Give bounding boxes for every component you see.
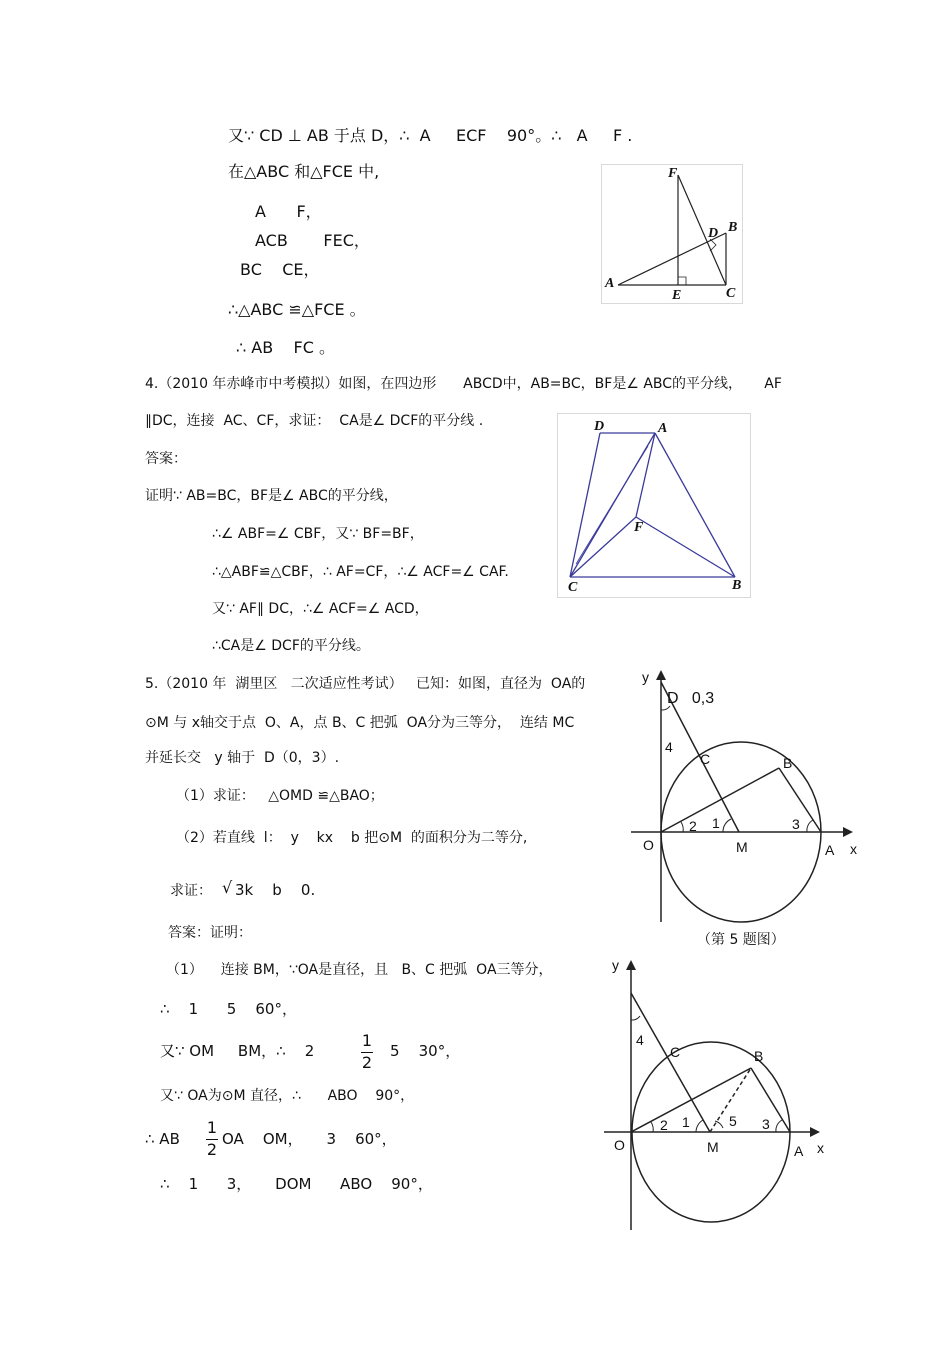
fraction-one-half: [361, 1033, 373, 1072]
proof-line: 又∵ OM BM，∴ 2: [160, 1042, 315, 1060]
circle-figure-2: [598, 958, 838, 1233]
point-label-A: A: [605, 276, 615, 291]
proof-line: 5 30°，: [390, 1042, 461, 1060]
angle-label-5: 5: [729, 1113, 737, 1129]
angle-label-3: 3: [762, 1116, 770, 1132]
question-5-text: 并延长交 y 轴于 D（0，3）.: [145, 750, 340, 766]
proof-line: 3k b 0.: [235, 881, 316, 899]
segment-BA: [779, 768, 821, 832]
point-label-C: C: [726, 286, 736, 301]
proof-line: ∴ AB: [145, 1130, 180, 1148]
question-5-text: 5.（2010 年 湖里区 二次适应性考试） 已知：如图，直径为 OA的: [145, 676, 586, 692]
segment-FC: [678, 175, 726, 285]
point-label-D: D: [708, 226, 719, 241]
triangle-figure: [601, 164, 743, 304]
point-label-E: E: [672, 288, 682, 303]
point-label-C: C: [670, 1044, 681, 1060]
point-label-M: M: [707, 1139, 719, 1155]
point-label-A: A: [658, 421, 668, 436]
point-label-B: B: [732, 578, 742, 593]
axis-label-x: x: [817, 1140, 824, 1156]
quadrilateral-figure: [557, 413, 751, 598]
point-label-F: F: [668, 166, 678, 181]
angle-label-4: 4: [665, 739, 673, 755]
sqrt-sign: √: [222, 878, 233, 897]
proof-line: ∴ 1 5 60°，: [160, 1000, 297, 1018]
point-label-D: D 0,3: [667, 690, 715, 707]
point-label-D: D: [594, 419, 605, 434]
proof-line: 又∵ CD ⊥ AB 于点 D，∴ A ECF 90°。∴ A F .: [228, 126, 633, 145]
proof-line: ∴ AB FC 。: [236, 338, 335, 357]
proof-line: ∴△ABF≌△CBF，∴ AF=CF，∴∠ ACF=∠ CAF.: [212, 564, 509, 580]
angle-label-1: 1: [712, 815, 720, 831]
figure-caption: （第 5 题图）: [697, 932, 785, 948]
angle-label-2: 2: [660, 1117, 668, 1133]
proof-line: A F，: [255, 202, 322, 221]
point-label-C: C: [700, 751, 711, 767]
proof-line: 证明∵ AB=BC，BF是∠ ABC的平分线，: [145, 488, 398, 504]
point-label-B: B: [728, 220, 738, 235]
answer-label: 答案：证明：: [168, 925, 252, 941]
fraction-denominator: 2: [361, 1052, 373, 1072]
proof-line: ACB FEC，: [255, 231, 370, 250]
proof-line: BC CE，: [240, 260, 320, 279]
point-label-C: C: [568, 580, 578, 595]
proof-line: ∴△ABC ≌△FCE 。: [228, 300, 366, 319]
proof-line: ∴CA是∠ DCF的平分线。: [212, 638, 370, 654]
point-label-M: M: [736, 839, 748, 855]
proof-line: 又∵ AF∥ DC，∴∠ ACF=∠ ACD，: [212, 601, 429, 617]
proof-line: （1） 连接 BM，∵OA是直径，且 B、C 把弧 OA三等分，: [166, 962, 553, 978]
quadrilateral-figure-drawing: [558, 414, 750, 597]
point-label-B: B: [754, 1048, 764, 1064]
fraction-one-half: [206, 1120, 218, 1159]
point-label-O: O: [643, 837, 654, 853]
angle-label-1: 1: [682, 1114, 690, 1130]
question-5-text: ⊙M 与 x轴交于点 O、A，点 B、C 把弧 OA分为三等分， 连结 MC: [145, 715, 575, 731]
point-label-F: F: [634, 520, 644, 535]
triangle-figure-drawing: [602, 165, 742, 303]
circle-figure-1-drawing: [625, 670, 865, 930]
proof-line: OA OM， 3 60°，: [222, 1130, 397, 1148]
proof-line: ∴ 1 3， DOM ABO 90°，: [160, 1175, 433, 1193]
axis-label-y: y: [612, 957, 619, 973]
question-5-part-1: （1）求证： △OMD ≌△BAO；: [176, 788, 384, 804]
proof-line: ∴∠ ABF=∠ CBF，又∵ BF=BF，: [212, 526, 424, 542]
point-label-A: A: [794, 1143, 804, 1159]
proof-line: 又∵ OA为⊙M 直径，∴ ABO 90°，: [160, 1088, 415, 1104]
answer-label: 答案：: [145, 451, 187, 467]
axis-label-y: y: [642, 669, 649, 685]
proof-line: 求证：: [170, 883, 212, 899]
point-label-B: B: [783, 755, 793, 771]
fraction-numerator: 1: [206, 1118, 218, 1137]
circle-figure-1: [625, 670, 865, 930]
question-4-text: ∥DC，连接 AC、CF，求证： CA是∠ DCF的平分线 .: [145, 413, 484, 429]
angle-label-3: 3: [792, 816, 800, 832]
fraction-denominator: 2: [206, 1139, 218, 1159]
point-label-A: A: [825, 842, 835, 858]
axis-label-x: x: [850, 841, 857, 857]
angle-label-2: 2: [689, 818, 697, 834]
segment-OB: [661, 768, 779, 832]
question-5-part-2: （2）若直线 l： y kx b 把⊙M 的面积分为二等分,: [176, 830, 528, 846]
point-label-O: O: [614, 1137, 625, 1153]
question-4-text: 4.（2010 年赤峰市中考模拟）如图，在四边形 ABCD中，AB=BC，BF是∠ ABC的平分线， AF: [145, 376, 782, 392]
angle-label-4: 4: [636, 1032, 644, 1048]
proof-line: 在△ABC 和△FCE 中,: [228, 162, 380, 181]
fraction-numerator: 1: [361, 1031, 373, 1050]
circle-figure-2-drawing: [598, 958, 838, 1233]
